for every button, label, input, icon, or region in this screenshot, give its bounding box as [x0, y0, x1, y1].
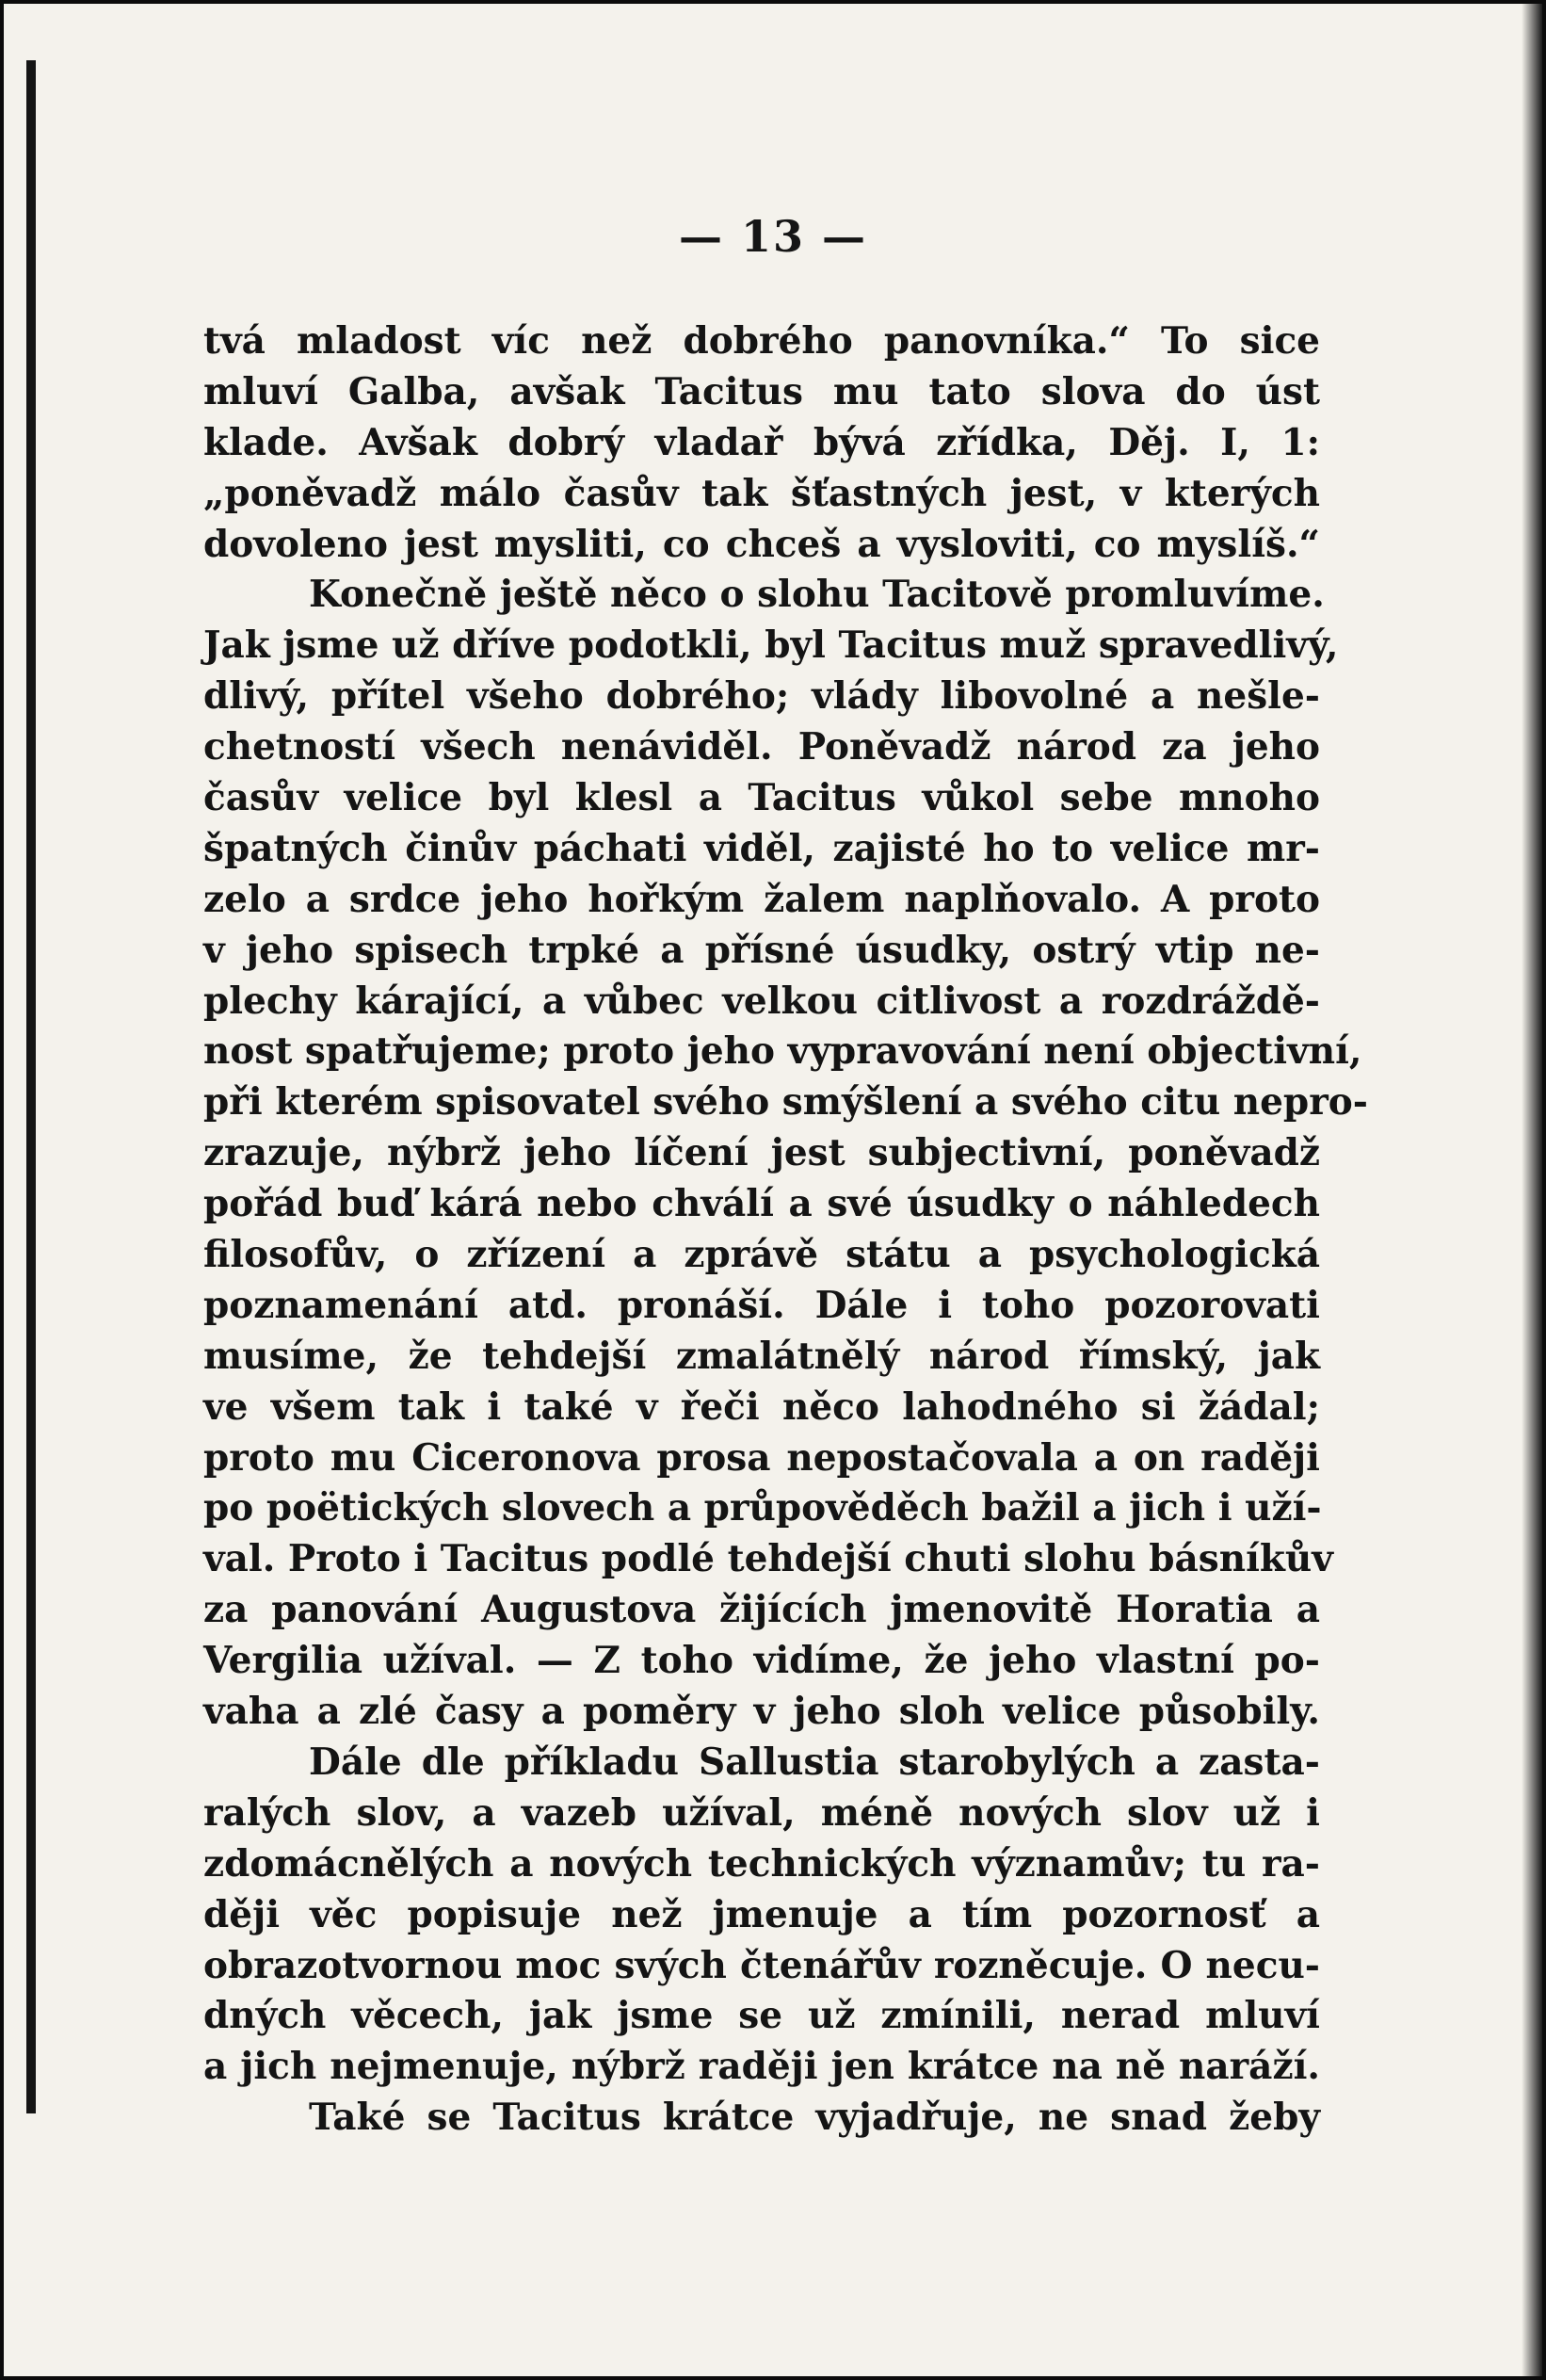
text-line: poznamenání atd. pronáší. Dále i toho pozorovati: [203, 1283, 1320, 1327]
text-line: časův velice byl klesl a Tacitus vůkol sebe mnoho: [203, 776, 1320, 820]
text-line: nost spatřujeme; proto jeho vypravování není objectivní,: [203, 1029, 1362, 1074]
text-line: ralých slov, a vazeb užíval, méně nových slov už i: [203, 1790, 1320, 1835]
text-line: val. Proto i Tacitus podlé tehdejší chuti slohu básníkův: [203, 1537, 1333, 1581]
page-edge-shadow: [1522, 4, 1542, 2376]
text-line: ději věc popisuje než jmenuje a tím pozornosť a: [203, 1892, 1320, 1936]
text-line: za panování Augustova žijících jmenovitě Horatia a: [203, 1588, 1320, 1632]
text-line: filosofův, o zřízení a zprávě státu a psychologická: [203, 1233, 1320, 1277]
text-line: při kterém spisovatel svého smýšlení a svého citu nepro-: [203, 1080, 1368, 1125]
text-line: musíme, že tehdejší zmalátnělý národ římský, jak: [203, 1334, 1320, 1378]
text-line: chetností všech nenáviděl. Poněvadž národ za jeho: [203, 725, 1320, 769]
text-line: dných věcech, jak jsme se už zmínili, nerad mluví: [203, 1994, 1320, 2038]
binding-edge: [26, 60, 36, 2113]
text-line: dlivý, přítel všeho dobrého; vlády libovolné a nešle-: [203, 674, 1320, 719]
body-text: [203, 316, 1368, 2144]
text-line: Dále dle příkladu Sallustia starobylých a zasta-: [309, 1740, 1320, 1784]
text-line: proto mu Ciceronova prosa nepostačovala a on raději: [203, 1435, 1320, 1480]
text-line: po poëtických slovech a průpověděch bažil a jich i uží-: [203, 1486, 1322, 1530]
text-line: Jak jsme už dříve podotkli, byl Tacitus muž spravedlivý,: [203, 623, 1339, 668]
text-line: ve všem tak i také v řeči něco lahodného si žádal;: [203, 1384, 1320, 1429]
text-line: a jich nejmenuje, nýbrž raději jen krátce na ně naráží.: [203, 2045, 1320, 2089]
book-page: [4, 4, 1542, 2376]
text-line: tvá mladost víc než dobrého panovníka.“ To sice: [203, 319, 1320, 363]
text-line: Také se Tacitus krátce vyjadřuje, ne snad žeby: [309, 2096, 1320, 2140]
text-line: zrazuje, nýbrž jeho líčení jest subjectivní, poněvadž: [203, 1131, 1320, 1175]
text-line: vaha a zlé časy a poměry v jeho sloh velice působily.: [203, 1690, 1320, 1734]
text-line: Vergilia užíval. — Z toho vidíme, že jeho vlastní po-: [203, 1639, 1320, 1683]
text-line: špatných činův páchati viděl, zajisté ho to velice mr-: [203, 826, 1320, 870]
text-line: „poněvadž málo časův tak šťastných jest, v kterých: [203, 471, 1320, 515]
text-line: pořád buď kárá nebo chválí a své úsudky o náhledech: [203, 1182, 1320, 1226]
text-line: klade. Avšak dobrý vladař bývá zřídka, Děj. I, 1:: [203, 420, 1320, 464]
text-line: plechy kárající, a vůbec velkou citlivost a rozdráždě-: [203, 979, 1320, 1023]
text-line: zdomácnělých a nových technických významův; tu ra-: [203, 1841, 1320, 1886]
text-line: mluví Galba, avšak Tacitus mu tato slova do úst: [203, 369, 1320, 413]
text-line: dovoleno jest mysliti, co chceš a vysloviti, co myslíš.“: [203, 522, 1320, 566]
text-line: v jeho spisech trpké a přísné úsudky, ostrý vtip ne-: [203, 928, 1320, 972]
page-number: — 13 —: [678, 211, 868, 262]
text-line: Konečně ještě něco o slohu Tacitově promluvíme.: [309, 573, 1325, 617]
text-line: zelo a srdce jeho hořkým žalem naplňovalo. A proto: [203, 877, 1320, 921]
text-line: obrazotvornou moc svých čtenářův rozněcuje. O necu-: [203, 1943, 1320, 1987]
